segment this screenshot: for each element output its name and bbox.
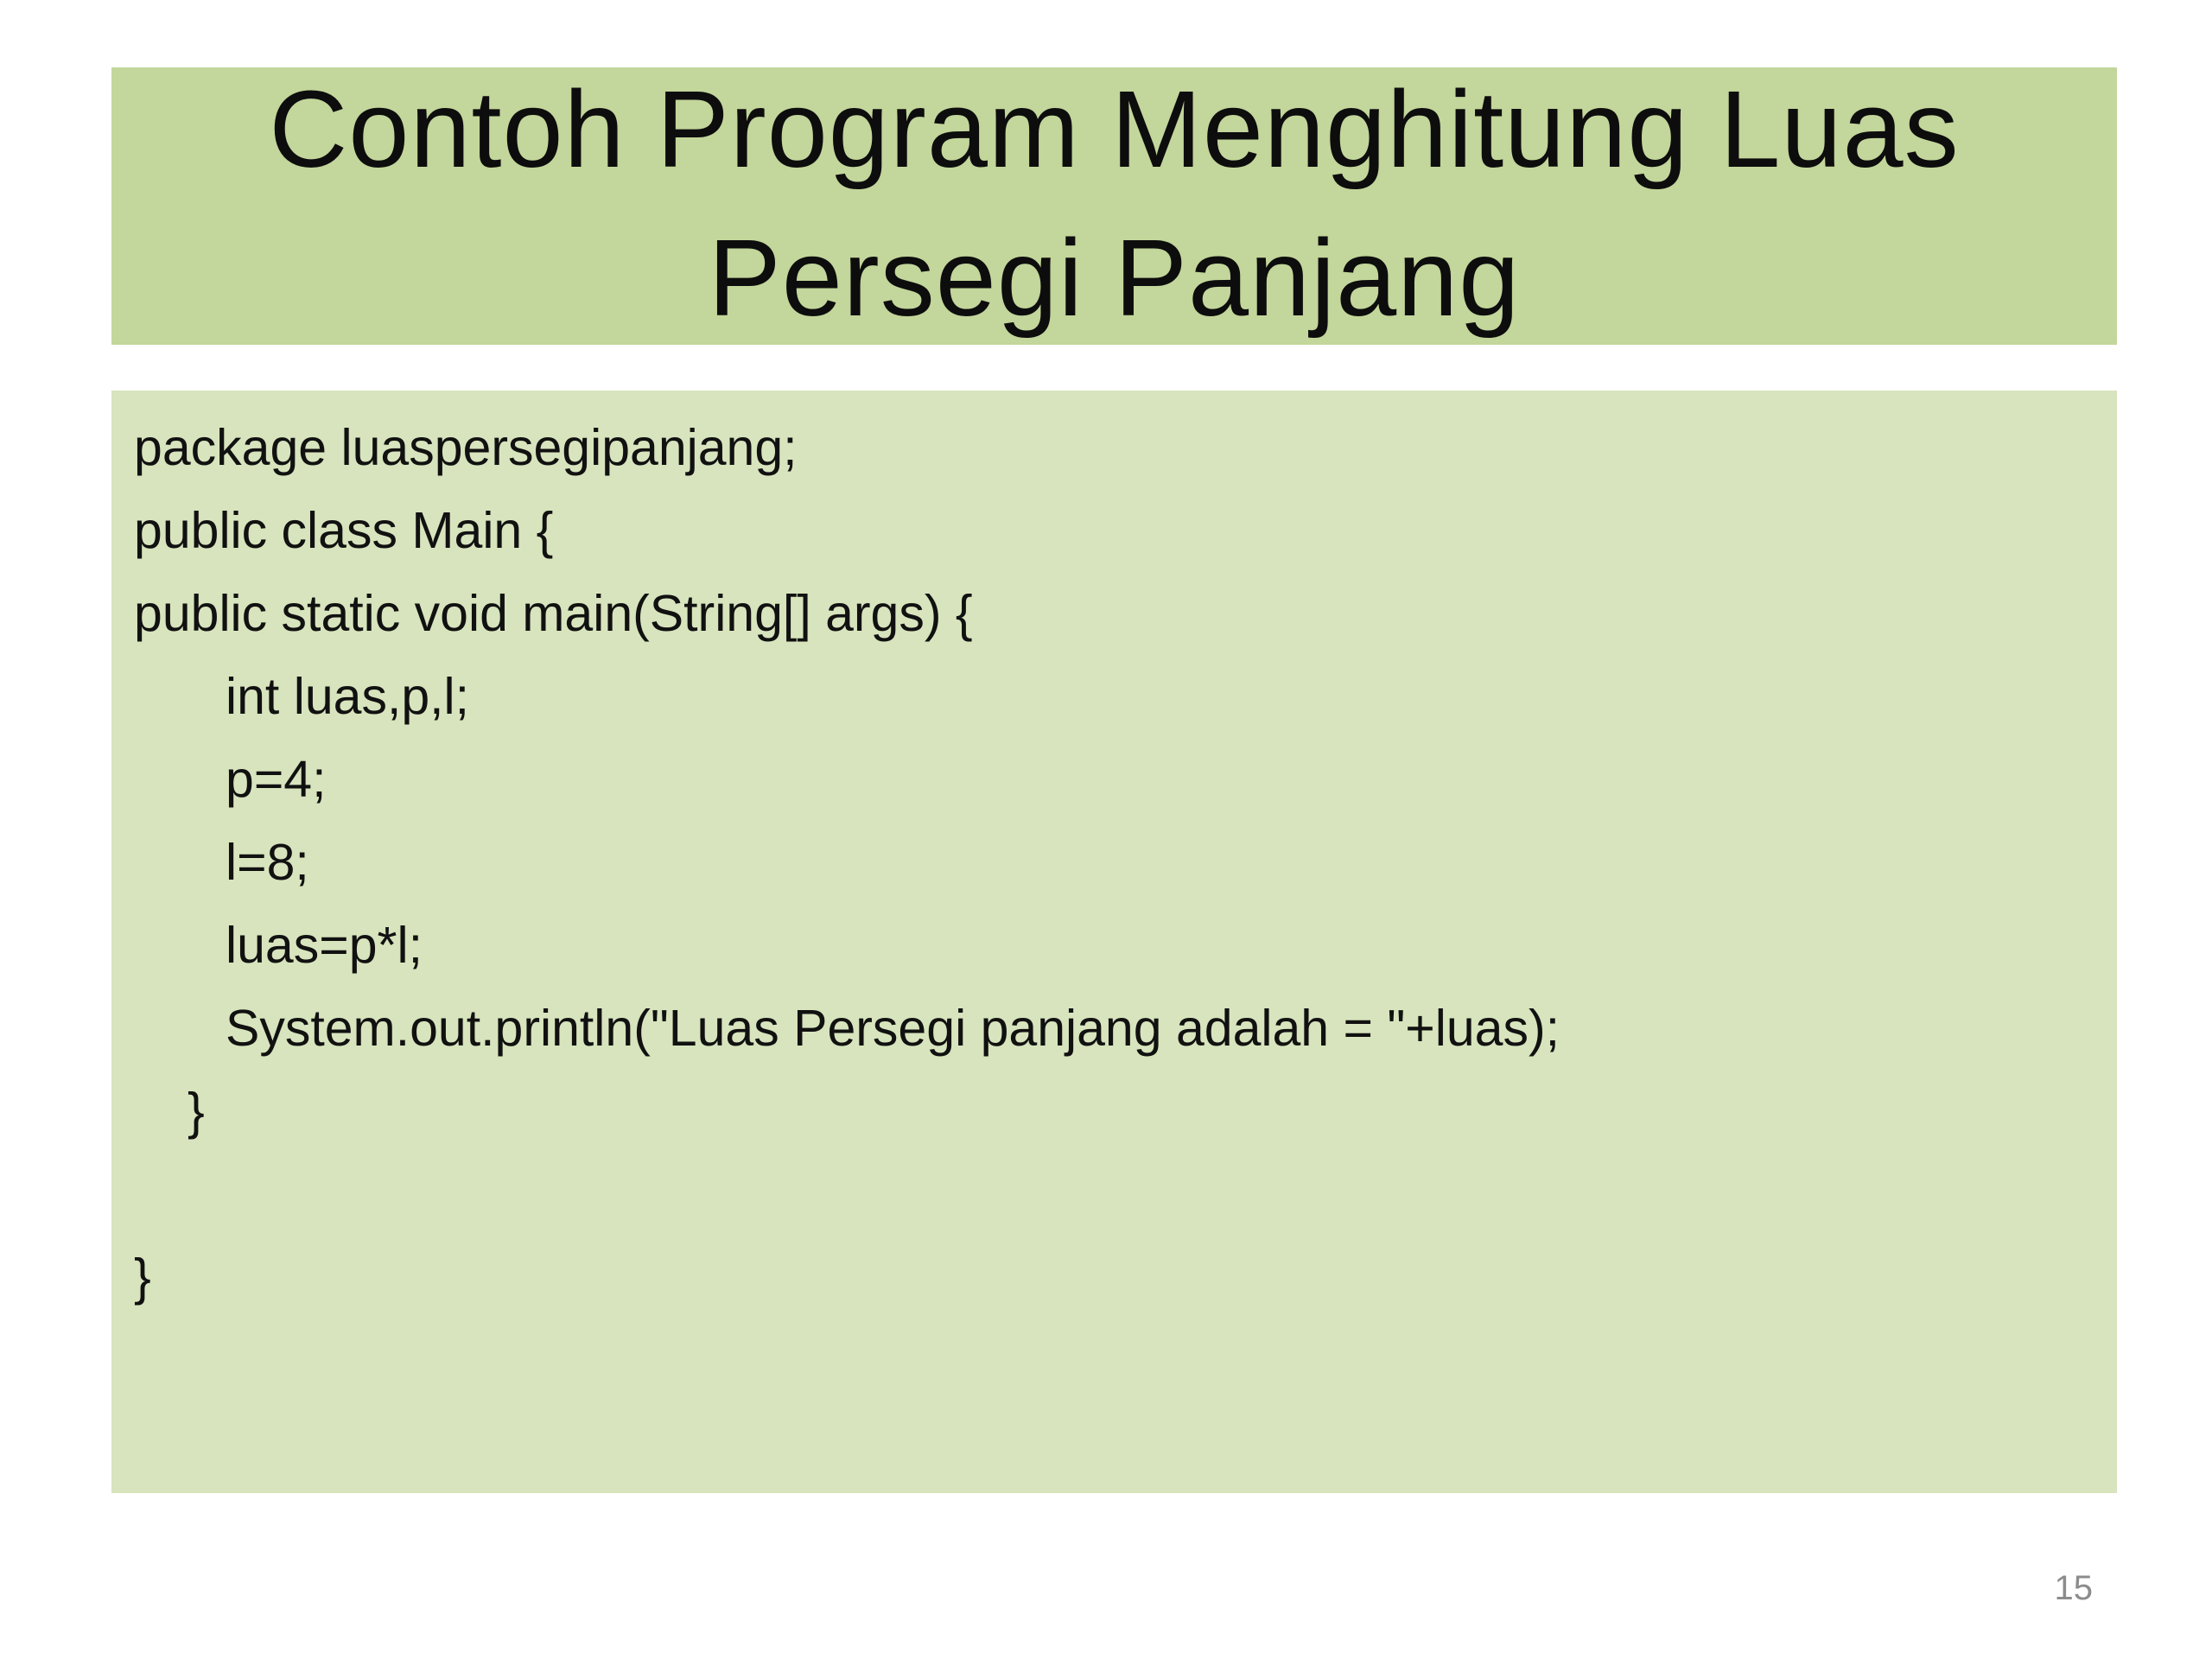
code-line-close-class: } [134, 1249, 151, 1306]
page-number: 15 [2054, 1569, 2093, 1607]
code-block [111, 391, 2117, 1493]
code-line-blank [111, 1153, 2117, 1236]
code-line-close-method: } [188, 1083, 205, 1140]
code-line-assign-l: l=8; [226, 834, 309, 891]
slide-title-line-2: Persegi Panjang [708, 216, 1521, 339]
code-line-main-method: public static void main(String[] args) { [134, 585, 973, 642]
code-line-class-declaration: public class Main { [134, 502, 554, 559]
title-box [111, 67, 2117, 345]
code-line-package: package luaspersegipanjang; [134, 419, 798, 476]
code-line-variable-declaration: int luas,p,l; [226, 668, 470, 725]
code-line-print: System.out.println("Luas Persegi panjang adalah = "+luas); [226, 1000, 1560, 1057]
code-line-compute-luas: luas=p*l; [226, 917, 423, 974]
slide-title-line-1: Contoh Program Menghitung Luas [269, 67, 1960, 190]
code-line-assign-p: p=4; [226, 751, 327, 808]
